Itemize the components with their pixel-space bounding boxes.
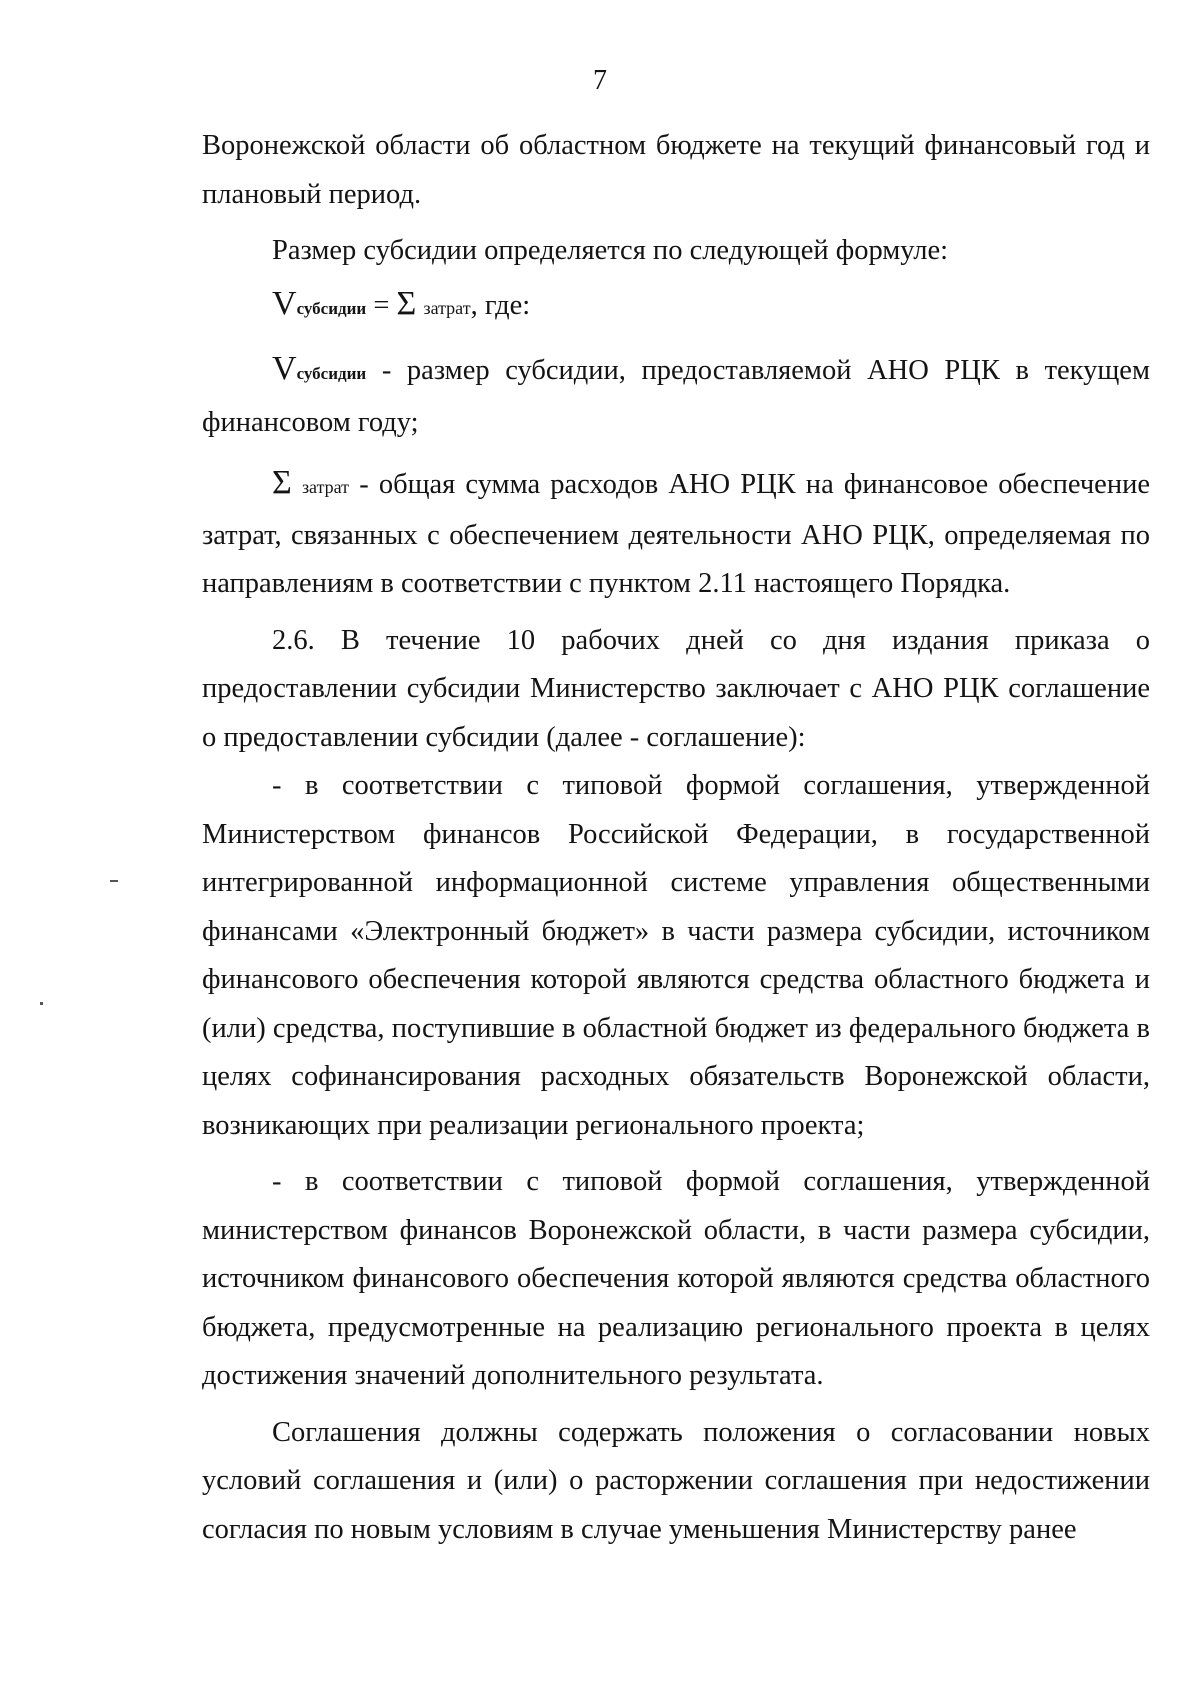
definition-sum-costs <box>202 459 1150 609</box>
formula-equals: = <box>366 289 397 321</box>
def-sigma-symbol: Σ <box>272 464 292 501</box>
scan-artifact-mark <box>110 880 118 882</box>
def-v-symbol: V <box>272 350 297 387</box>
subsidy-formula <box>202 280 1150 334</box>
formula-sigma-symbol: Σ <box>396 284 417 322</box>
bullet-regional-agreement: - в соответствии с типовой формой соглашения, утвержденной министерством финансов Воронежской области, в части размера субсидии, источником финансового обеспечения которой являются средства областного бюджета, предусмотренные на реализацию регионального проекта в целях достижения значений дополнительного результата. <box>202 1166 1150 1391</box>
paragraph-2-6: 2.6. В течение 10 рабочих дней со дня издания приказа о предоставлении субсидии Министерство заключает с АНО РЦК соглашение о предоставлении субсидии (далее - соглашение): <box>202 624 1150 753</box>
formula-sigma-subscript: затрат <box>423 297 471 318</box>
paragraph-continuation: Воронежской области об областном бюджете на текущий финансовый год и плановый период. <box>202 130 1150 210</box>
formula-tail: , где: <box>470 289 531 321</box>
formula-v-subscript: субсидии <box>296 298 367 318</box>
document-body <box>202 122 1150 1554</box>
def-sum-text: - общая сумма расходов АНО РЦК на финансовое обеспечение затрат, связанных с обеспечением деятельности АНО РЦК, определяемая по направлениям в соответствии с пунктом 2.11 настоящего Порядка. <box>202 469 1150 599</box>
def-sigma-subscript: затрат <box>301 477 350 497</box>
scan-artifact-dot <box>40 1002 43 1005</box>
paragraph-formula-intro: Размер субсидии определяется по следующей формуле: <box>272 235 949 266</box>
def-v-subscript: субсидии <box>296 364 367 383</box>
paragraph-agreement-conditions: Соглашения должны содержать положения о согласовании новых условий соглашения и (или) о расторжении соглашения при недостижении согласия по новым условиям в случае уменьшения Министерству ранее <box>202 1416 1150 1545</box>
page-number: 7 <box>593 65 607 96</box>
def-v-text: - размер субсидии, предоставляемой АНО РЦК в текущем финансовом году; <box>202 355 1150 438</box>
definition-v-subsidy <box>202 345 1150 447</box>
bullet-federal-agreement: - в соответствии с типовой формой соглашения, утвержденной Министерством финансов Российской Федерации, в государственной интегрированной информационной системе управления общественными финансами «Электронный бюджет» в части размера субсидии, источником финансового обеспечения которой являются средства областного бюджета и (или) средства, поступившие в областной бюджет из федерального бюджета в целях софинансирования расходных обязательств Воронежской области, возникающих при реализации регионального проекта; <box>202 770 1150 1141</box>
formula-v-symbol: V <box>272 284 297 322</box>
